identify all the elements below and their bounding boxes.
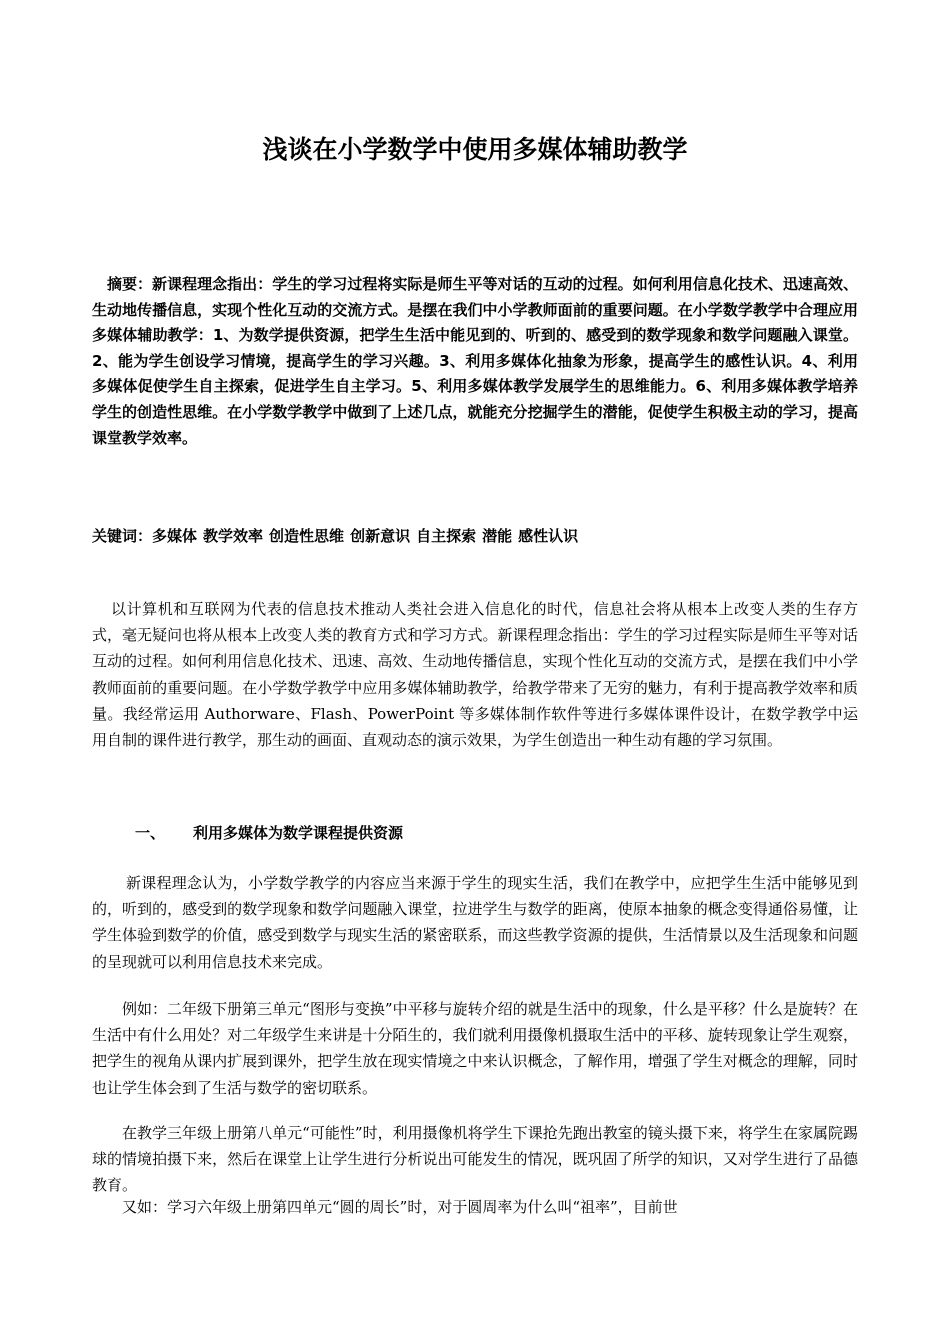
keywords-label: 关键词： <box>92 527 153 545</box>
body-paragraph: 在教学三年级上册第八单元“可能性”时，利用摄像机将学生下课抢先跑出教室的镜头摄下来，将学生在家属院踢球的情境拍摄下来，然后在课堂上让学生进行分析说出可能发生的情况，既巩固了所学的知识，又对学生进行了品德教育。 <box>92 1124 858 1195</box>
keyword-item: 创造性思维 <box>269 527 345 545</box>
keyword-item: 多媒体 <box>152 527 198 545</box>
section-number: 一、 <box>135 824 166 842</box>
document-title: 浅谈在小学数学中使用多媒体辅助教学 <box>262 135 688 164</box>
keyword-item: 潜能 <box>482 527 513 545</box>
abstract-paragraph: 摘要：新课程理念指出：学生的学习过程将实际是师生平等对话的互动的过程。如何利用信息化技术、迅速高效、生动地传播信息，实现个性化互动的交流方式。是摆在我们中小学教师面前的重要问题。在小学数学教学中合理应用多媒体辅助教学：1、为数学提供资源，把学生生活中能见到的、听到的、感受到的数学现象和数学问题融入课堂。2、能为学生创设学习情境，提高学生的学习兴趣。3、利用多媒体化抽象为形象，提高学生的感性认识。4、利用多媒体促使学生自主探索，促进学生自主学习。5、利用多媒体教学发展学生的思维能力。6、利用多媒体教学培养学生的创造性思维。在小学数学教学中做到了上述几点，就能充分挖掘学生的潜能，促使学生积极主动的学习，提高课堂教学效率。 <box>92 275 858 447</box>
intro-paragraph: 以计算机和互联网为代表的信息技术推动人类社会进入信息化的时代，信息社会将从根本上改变人类的生存方式，毫无疑问也将从根本上改变人类的教育方式和学习方式。新课程理念指出：学生的学习过程实际是师生平等对话互动的过程。如何利用信息化技术、迅速、高效、生动地传播信息，实现个性化互动的交流方式，是摆在我们中小学教师面前的重要问题。在小学数学教学中应用多媒体辅助教学，给教学带来了无穷的魅力，有利于提高教学效率和质量。我经常运用 Authorware、Flash、PowerPoint 等多媒体制作软件等进行多媒体课件设计，在数学教学中运用自制的课件进行教学，那生动的画面、直观动态的演示效果，为学生创造出一种生动有趣的学习氛围。 <box>92 600 858 750</box>
body-paragraph: 又如：学习六年级上册第四单元“圆的周长”时，对于圆周率为什么叫“祖率”，目前世 <box>122 1198 678 1216</box>
section-heading <box>135 820 403 846</box>
keywords-line <box>92 523 858 549</box>
keyword-item: 创新意识 <box>350 527 411 545</box>
keyword-item: 自主探索 <box>416 527 477 545</box>
keyword-item: 感性认识 <box>518 527 579 545</box>
body-paragraph: 新课程理念认为，小学数学教学的内容应当来源于学生的现实生活，我们在教学中，应把学生生活中能够见到的，听到的，感受到的数学现象和数学问题融入课堂，拉进学生与数学的距离，使原本抽象的概念变得通俗易懂，让学生体验到数学的价值，感受到数学与现实生活的紧密联系，而这些教学资源的提供，生活情景以及生活现象和问题的呈现就可以利用信息技术来完成。 <box>92 874 858 971</box>
section-title: 利用多媒体为数学课程提供资源 <box>193 824 404 842</box>
body-paragraph: 例如：二年级下册第三单元“图形与变换”中平移与旋转介绍的就是生活中的现象，什么是平移？什么是旋转？在生活中有什么用处？对二年级学生来讲是十分陌生的，我们就利用摄像机摄取生活中的平移、旋转现象让学生观察，把学生的视角从课内扩展到课外，把学生放在现实情境之中来认识概念，了解作用，增强了学生对概念的理解，同时也让学生体会到了生活与数学的密切联系。 <box>92 1000 858 1097</box>
keyword-item: 教学效率 <box>203 527 264 545</box>
